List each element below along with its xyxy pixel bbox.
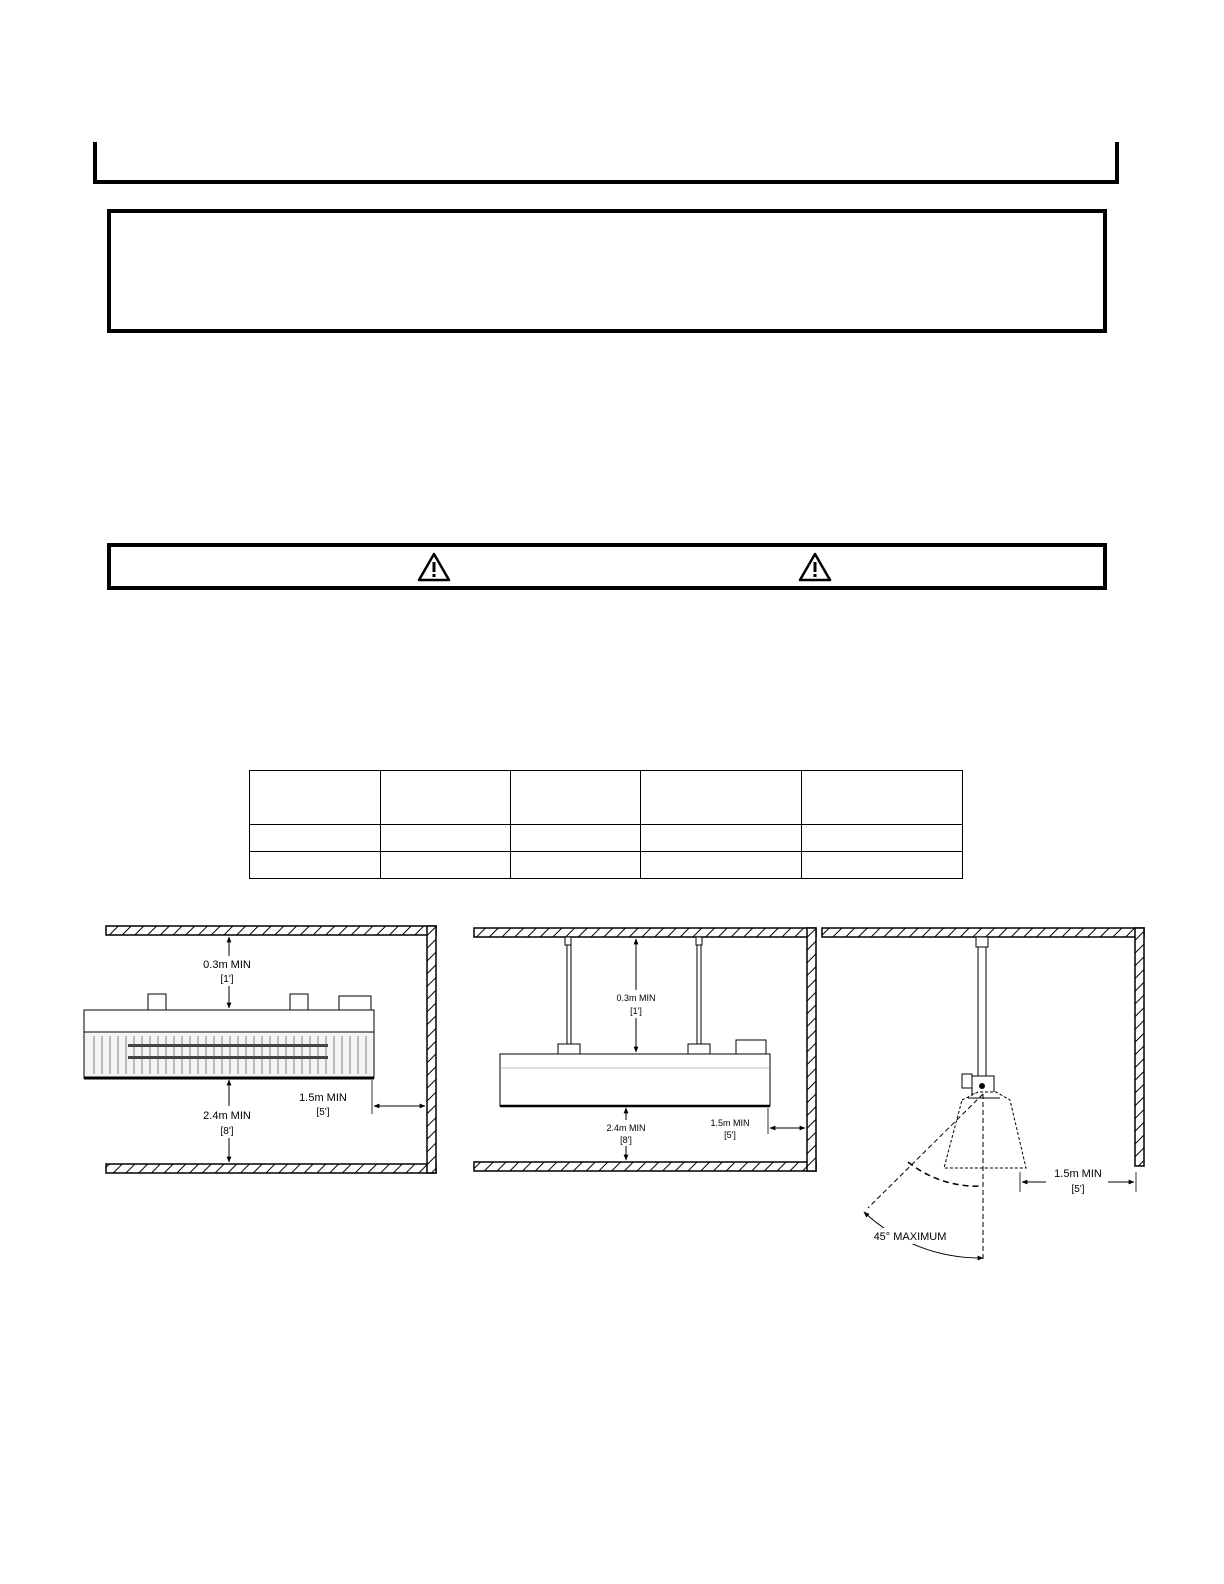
clearance-table [249, 770, 963, 879]
table-cell [641, 825, 802, 852]
header-left-rule [93, 142, 97, 184]
tilt-limit-label: 45° MAXIMUM [873, 1231, 947, 1243]
table-cell [250, 825, 381, 852]
table-cell [511, 771, 641, 825]
suspended-top-clearance-label: 0.3m MIN [616, 993, 656, 1003]
warning-triangle-icon [798, 552, 832, 582]
page-header-frame [93, 142, 1119, 184]
front-floor-clearance-label: 2.4m MIN [203, 1110, 251, 1122]
table-cell [802, 771, 963, 825]
table-cell [250, 771, 381, 825]
table-cell [381, 825, 511, 852]
table-cell [641, 771, 802, 825]
front-wall-clearance-label: 1.5m MIN [299, 1092, 347, 1104]
table-cell [641, 852, 802, 879]
suspended-wall-clearance-imperial: [5'] [724, 1130, 736, 1140]
heater-unit [944, 937, 1026, 1168]
table-row [250, 852, 963, 879]
table-row [250, 825, 963, 852]
suspended-wall-clearance-label: 1.5m MIN [710, 1118, 750, 1128]
side-wall-clearance-label: 1.5m MIN [1054, 1168, 1102, 1180]
front-view-drawing [84, 926, 436, 1173]
table-cell [511, 825, 641, 852]
suspended-top-clearance-imperial: [1'] [630, 1006, 642, 1016]
header-right-rule [1115, 142, 1119, 184]
installation-clearance-drawings [0, 900, 1224, 1280]
table-cell [802, 825, 963, 852]
suspended-floor-clearance-label: 2.4m MIN [606, 1123, 646, 1133]
table-cell [802, 852, 963, 879]
table-cell [381, 771, 511, 825]
suspended-floor-clearance-imperial: [8'] [620, 1135, 632, 1145]
side-wall-clearance-imperial: [5'] [1071, 1184, 1085, 1195]
front-top-clearance-label: 0.3m MIN [203, 959, 251, 971]
table-cell [511, 852, 641, 879]
suspended-view-drawing [474, 928, 816, 1171]
front-top-clearance-imperial: [1'] [220, 974, 234, 985]
header-bottom-rule [93, 180, 1119, 184]
table-cell [250, 852, 381, 879]
notice-box [107, 209, 1107, 333]
front-wall-clearance-imperial: [5'] [316, 1107, 330, 1118]
warning-banner [107, 543, 1107, 590]
warning-triangle-icon [417, 552, 451, 582]
front-floor-clearance-imperial: [8'] [220, 1126, 234, 1137]
table-header-row [250, 771, 963, 825]
heater-unit [500, 937, 770, 1106]
side-view-drawing [822, 928, 1144, 1262]
table-cell [381, 852, 511, 879]
